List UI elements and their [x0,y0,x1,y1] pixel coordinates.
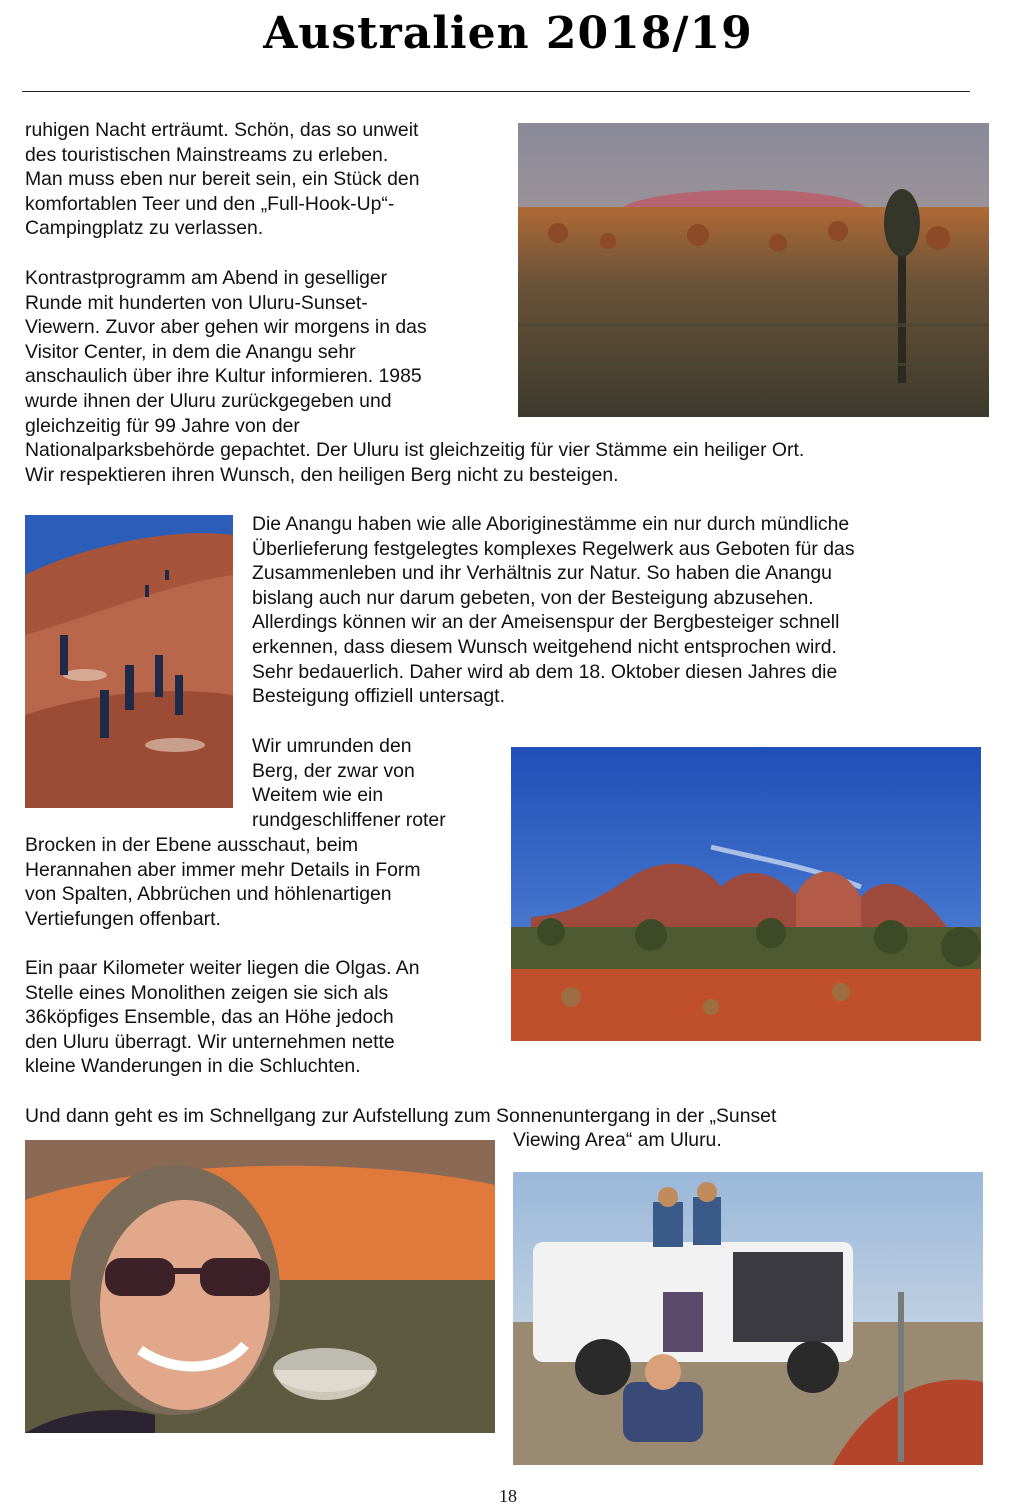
paragraph-olgas: Ein paar Kilometer weiter liegen die Olgas. An Stelle eines Monolithen zeigen sie sich als 36köpfiges Ensemble, das an Höhe jedoch den Uluru überragt. Wir unternehmen nette kleine Wanderungen in die Schluchten. [25,957,420,1078]
paragraph-sunset-line2: Viewing Area“ am Uluru. [513,1129,722,1151]
photo-olgas [511,747,981,1041]
paragraph-visitor-center-continued: Nationalparksbehörde gepachtet. Der Uluru ist gleichzeitig für vier Stämme ein heiliger Ort. Wir respektieren ihren Wunsch, den heiligen Berg nicht zu besteigen. [25,439,805,486]
page-title: Australien 2018/19 [263,8,753,59]
paragraph-sunset-line1: Und dann geht es im Schnellgang zur Aufstellung zum Sonnenuntergang in der „Sunset [25,1105,777,1127]
paragraph-intro: ruhigen Nacht erträumt. Schön, das so unweit des touristischen Mainstreams zu erleben. Man muss eben nur bereit sein, ein Stück den komfortablen Teer und den „Full-Hook-Up“- Campingplatz zu verlassen. [25,119,420,240]
header-divider [22,91,970,92]
paragraph-circle-uluru-continued: Brocken in der Ebene ausschaut, beim Herannahen aber immer mehr Details in Form von Spalten, Abbrüchen und höhlenartigen Vertiefungen offenbart. [25,834,421,930]
photo-uluru-dusk [518,123,989,417]
photo-woman-sunset [25,1140,495,1433]
paragraph-anangu-rules: Die Anangu haben wie alle Aboriginestämme ein nur durch mündliche Überlieferung festgelegtes komplexes Regelwerk aus Geboten für das Zusammenleben und ihr Verhältnis zur Natur. So haben die Anangu bislang auch nur darum gebeten, von der Besteigung abzusehen. Allerdings können wir an der Ameisenspur der Bergbesteiger schnell erkennen, dass diesem Wunsch weitgehend nicht entsprochen wird. Sehr bedauerlich. Daher wird ab dem 18. Oktober diesen Jahres die Besteigung offiziell untersagt. [252,513,855,708]
page-number: 18 [499,1486,517,1506]
photo-sunset-viewers [513,1172,983,1465]
paragraph-visitor-center: Kontrastprogramm am Abend in geselliger Runde mit hunderten von Uluru-Sunset- Viewern. Zuvor aber gehen wir morgens in das Visitor Center, in dem die Anangu sehr anschaulich über ihre Kultur informieren. 1985 wurde ihnen der Uluru zurückgegeben und gleichzeitig für 99 Jahre von der [25,267,427,437]
paragraph-circle-uluru: Wir umrunden den Berg, der zwar von Weitem wie ein rundgeschliffener roter [252,735,446,831]
photo-uluru-climbers [25,515,233,808]
